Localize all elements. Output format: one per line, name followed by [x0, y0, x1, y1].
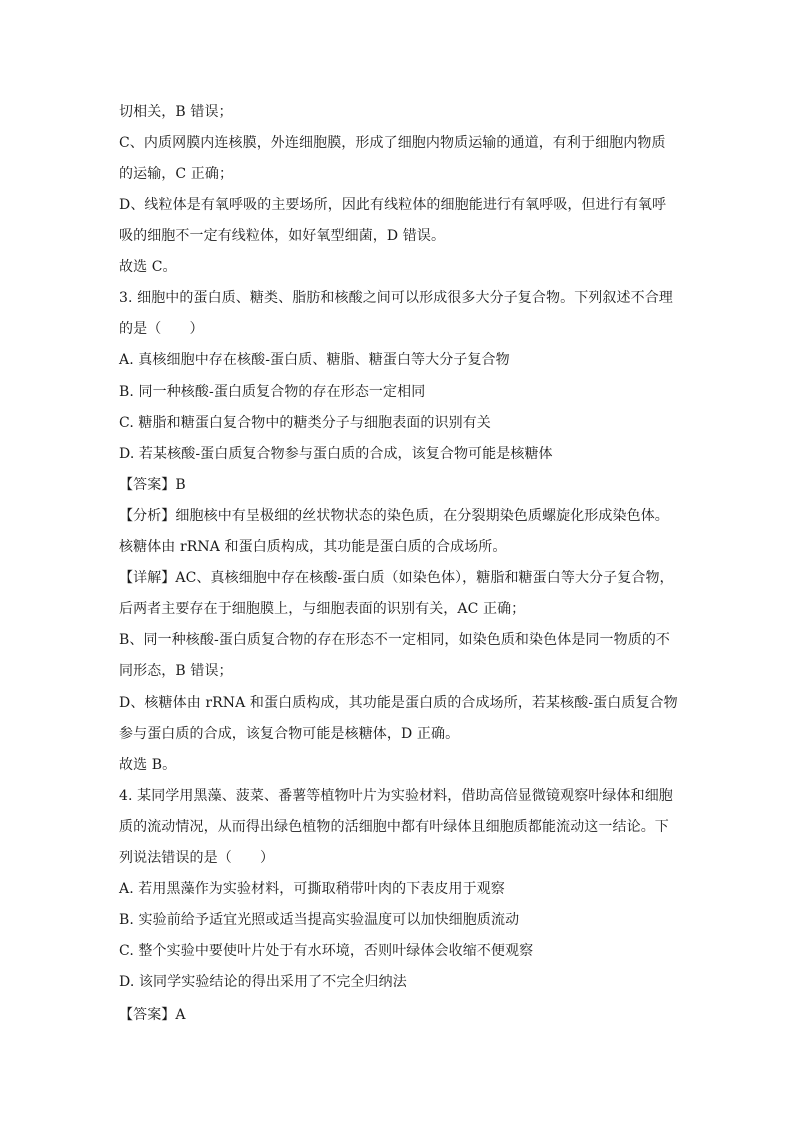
question-3-stem: 3. 细胞中的蛋白质、糖类、脂肪和核酸之间可以形成很多大分子复合物。下列叙述不合理	[119, 290, 673, 306]
option-c: C. 糖脂和糖蛋白复合物中的糖类分子与细胞表面的识别有关	[119, 415, 491, 431]
text-line: D、核糖体由 rRNA 和蛋白质构成，其功能是蛋白质的合成场所，若某核酸-蛋白质复合物	[119, 695, 678, 711]
option-a: A. 若用黑藻作为实验材料，可撕取稍带叶肉的下表皮用于观察	[119, 881, 505, 897]
option-c: C. 整个实验中要使叶片处于有水环境，否则叶绿体会收缩不便观察	[119, 943, 534, 959]
question-3-stem-cont: 的是（ ）	[119, 321, 204, 337]
answer-line: 【答案】A	[119, 1007, 186, 1023]
answer-line: 【答案】B	[119, 477, 186, 493]
question-4-stem: 4. 某同学用黑藻、菠菜、番薯等植物叶片为实验材料，借助高倍显微镜观察叶绿体和细胞	[119, 788, 673, 804]
text-line: 同形态，B 错误；	[119, 663, 233, 679]
text-line: 吸的细胞不一定有线粒体，如好氧型细菌，D 错误。	[119, 228, 446, 244]
text-line: 的运输，C 正确；	[119, 166, 234, 182]
text-line: 参与蛋白质的合成，该复合物可能是核糖体，D 正确。	[119, 726, 460, 742]
option-b: B. 实验前给予适宜光照或适当提高实验温度可以加快细胞质流动	[119, 912, 520, 928]
text-line: D、线粒体是有氧呼吸的主要场所，因此有线粒体的细胞能进行有氧呼吸，但进行有氧呼	[119, 197, 667, 213]
option-d: D. 若某核酸-蛋白质复合物参与蛋白质的合成，该复合物可能是核糖体	[119, 446, 553, 462]
text-line: 故选 B。	[119, 757, 177, 773]
option-a: A. 真核细胞中存在核酸-蛋白质、糖脂、糖蛋白等大分子复合物	[119, 352, 510, 368]
text-line: 故选 C。	[119, 259, 177, 275]
text-line: C、内质网膜内连核膜，外连细胞膜，形成了细胞内物质运输的通道，有利于细胞内物质	[119, 135, 666, 151]
text-line: B、同一种核酸-蛋白质复合物的存在形态不一定相同，如染色质和染色体是同一物质的不	[119, 632, 671, 648]
question-4-stem-cont: 列说法错误的是（ ）	[119, 850, 275, 866]
text-line: 核糖体由 rRNA 和蛋白质构成，其功能是蛋白质的合成场所。	[119, 539, 507, 555]
text-line: 切相关，B 错误；	[119, 104, 233, 120]
option-b: B. 同一种核酸-蛋白质复合物的存在形态一定相同	[119, 384, 426, 400]
question-4-stem-cont: 质的流动情况，从而得出绿色植物的活细胞中都有叶绿体且细胞质都能流动这一结论。下	[119, 819, 669, 835]
option-d: D. 该同学实验结论的得出采用了不完全归纳法	[119, 974, 407, 990]
analysis-line: 【分析】细胞核中有呈极细的丝状物状态的染色质，在分裂期染色质螺旋化形成染色体。	[119, 508, 669, 524]
explanation-line: 【详解】AC、真核细胞中存在核酸-蛋白质（如染色体），糖脂和糖蛋白等大分子复合物，	[119, 570, 674, 586]
text-line: 后两者主要存在于细胞膜上，与细胞表面的识别有关，AC 正确；	[119, 601, 526, 617]
